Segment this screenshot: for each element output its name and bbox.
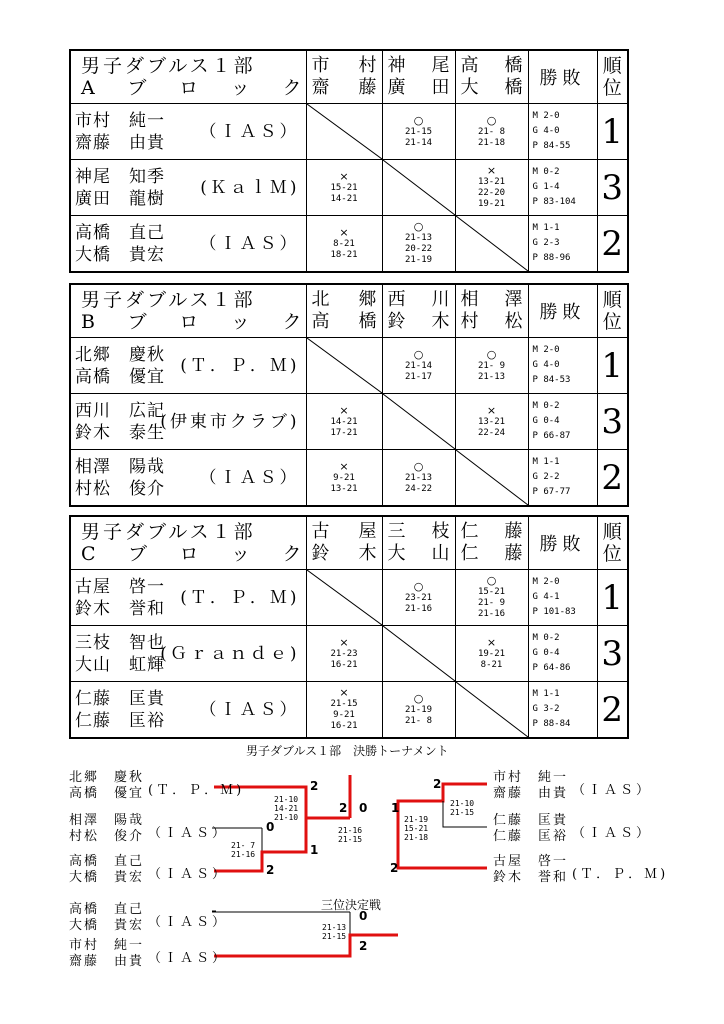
player-pair: 北郷 慶秋 高橋 優宜 (Ｔ．Ｐ．Ｍ): [70, 338, 306, 394]
game-score: 9-21: [333, 472, 355, 483]
game-score: 18-21: [330, 249, 358, 260]
diagonal-cell: [455, 216, 528, 273]
rank-cell: 2: [597, 216, 628, 273]
game-score: 22-20: [477, 188, 506, 198]
bracket-third-team: （ＩＡＳ）: [148, 951, 229, 966]
result-mark: ○: [486, 113, 497, 127]
game-score: 17-21: [330, 427, 358, 438]
rank-cell: 3: [597, 160, 628, 216]
block-title: 男子ダブルス１部 C ブ ロ ッ ク: [70, 516, 306, 570]
result-mark: ×: [486, 403, 497, 417]
player-row: [70, 160, 628, 216]
game-score: 21-14: [404, 137, 433, 148]
diagonal-cell: [382, 394, 455, 450]
team-name: （ＩＡＳ）: [199, 467, 300, 488]
game-score: 21- 8: [404, 715, 433, 726]
rank-cell: 2: [597, 682, 628, 739]
bracket-third-team: （ＩＡＳ）: [148, 915, 229, 930]
match-result-cell: [382, 338, 455, 394]
game-score: 21-13: [477, 371, 506, 382]
result-mark: ×: [486, 635, 497, 649]
rank-cell: 2: [597, 450, 628, 507]
game-score: 13-21: [477, 177, 506, 187]
diagonal-cell: [306, 104, 382, 160]
block-b-table: [69, 283, 627, 507]
block-title-char: ロ: [179, 311, 199, 333]
player-row: [70, 450, 628, 507]
opponent-header: 三 枝 大 山: [382, 516, 455, 570]
bracket-left-team: (Ｔ．Ｐ．Ｍ): [148, 783, 245, 798]
match-result-cell: [382, 570, 455, 626]
diagonal-cell: [306, 570, 382, 626]
result-mark: ×: [339, 169, 349, 183]
diagonal-cell: [306, 338, 382, 394]
match-result-cell: [382, 682, 455, 739]
block-title: 男子ダブルス１部 A ブ ロ ッ ク: [70, 50, 306, 104]
match-result-cell: [382, 104, 455, 160]
mark-final-left: 2: [339, 801, 348, 815]
block-title-char: A: [81, 77, 95, 99]
match-result-cell: [455, 570, 528, 626]
team-name: （ＩＡＳ）: [199, 699, 300, 720]
match-result-cell: [382, 216, 455, 273]
diagonal-cell: [455, 682, 528, 739]
player-pair: 仁藤 匡貴 仁藤 匡裕 （ＩＡＳ）: [70, 682, 306, 739]
player-row: [70, 626, 628, 682]
mark-left-top: 2: [310, 779, 319, 793]
block-title-char: ク: [282, 77, 302, 99]
mark-left-q-top: 0: [266, 820, 275, 834]
opponent-header: 神 尾 廣 田: [382, 50, 455, 104]
team-name: （ＩＡＳ）: [199, 121, 300, 142]
opponent-header: 仁 藤 仁 藤: [455, 516, 528, 570]
match-result-cell: [306, 394, 382, 450]
diagonal-cell: [455, 450, 528, 507]
game-score: 19-21: [477, 199, 506, 209]
block-a-table: [69, 49, 627, 273]
opponent-header: 西 川 鈴 木: [382, 284, 455, 338]
player-row: [70, 394, 628, 450]
final-tournament-bracket: [0, 735, 724, 1024]
player-row: [70, 216, 628, 273]
match-result-cell: [455, 394, 528, 450]
game-score: 24-22: [404, 483, 433, 494]
block-c-table: [69, 515, 627, 739]
team-name: (Ｔ．Ｐ．Ｍ): [180, 355, 300, 376]
block-title-char: ッ: [230, 77, 250, 99]
rank-cell: 1: [597, 338, 628, 394]
team-name: (ＫａｌＭ): [200, 177, 300, 198]
game-score: 20-22: [404, 244, 433, 254]
block-title-char: ッ: [230, 543, 250, 565]
game-score: 22-24: [477, 427, 506, 438]
block-title-char: ブ: [127, 77, 147, 99]
block-title-char: C: [81, 543, 96, 565]
result-mark: ×: [339, 459, 349, 473]
game-score: 21-14: [404, 360, 433, 371]
rank-cell: 1: [597, 104, 628, 160]
bracket-right-team: （ＩＡＳ）: [572, 783, 653, 798]
result-mark: ○: [413, 347, 424, 361]
game-score: 19-21: [477, 648, 506, 659]
result-mark: ×: [339, 635, 349, 649]
team-name: (伊東市クラブ): [160, 411, 300, 432]
win-loss-cell: M 2-0 G 4-0 P 84-53: [528, 338, 597, 394]
win-loss-cell: M 0-2 G 0-4 P 66-87: [528, 394, 597, 450]
result-mark: ×: [339, 225, 349, 239]
player-pair: 神尾 知季 廣田 龍樹 (ＫａｌＭ): [70, 160, 306, 216]
bracket-left-pair: 北郷 慶秋 高橋 優宜: [69, 770, 145, 801]
result-mark: ×: [486, 164, 497, 177]
player-pair: 古屋 啓一 鈴木 誉和 (Ｔ．Ｐ．Ｍ): [70, 570, 306, 626]
game-score: 14-21: [330, 416, 358, 427]
block-title-char: ッ: [230, 311, 250, 333]
game-score: 15-21: [477, 587, 506, 597]
game-score: 21-23: [330, 648, 358, 659]
match-result-cell: [455, 338, 528, 394]
diagonal-cell: [382, 160, 455, 216]
score-left-quarter: 21- 7 21-16: [231, 841, 256, 859]
block-title-char: ク: [282, 543, 302, 565]
mark-left-semi-bot: 1: [310, 843, 319, 857]
opponent-header: 北 郷 高 橋: [306, 284, 382, 338]
game-score: 21-16: [477, 609, 506, 619]
match-result-cell: [382, 450, 455, 507]
match-result-cell: [455, 160, 528, 216]
game-score: 21-17: [404, 371, 433, 382]
game-score: 8-21: [333, 238, 355, 249]
score-right-semi: 21-10 21-15: [450, 799, 475, 817]
win-loss-header: 勝敗: [528, 516, 597, 570]
player-row: [70, 570, 628, 626]
opponent-header: 高 橋 大 橋: [455, 50, 528, 104]
win-loss-cell: M 2-0 G 4-0 P 84-55: [528, 104, 597, 160]
mark-right-bot: 2: [390, 861, 399, 875]
game-score: 14-21: [330, 193, 358, 204]
player-row: [70, 338, 628, 394]
game-score: 23-21: [404, 592, 433, 603]
game-score: 21- 9: [477, 360, 506, 371]
result-mark: ○: [413, 113, 424, 127]
result-mark: ○: [486, 347, 497, 361]
mark-third-bot: 2: [359, 939, 368, 953]
match-result-cell: [306, 682, 382, 739]
mark-left-q-bot: 2: [266, 863, 275, 877]
bracket-title: 男子ダブルス１部 決勝トーナメント: [246, 744, 449, 758]
win-loss-cell: M 2-0 G 4-1 P 101-83: [528, 570, 597, 626]
mark-final-mid: 0: [359, 801, 368, 815]
player-pair: 市村 純一 齋藤 由貴 （ＩＡＳ）: [70, 104, 306, 160]
result-mark: ×: [339, 403, 349, 417]
game-score: 21-16: [404, 603, 433, 614]
team-name: （ＩＡＳ）: [199, 233, 300, 254]
score-right-final: 21-19 15-21 21-18: [404, 815, 429, 842]
game-score: 21-18: [477, 137, 506, 148]
diagonal-cell: [382, 626, 455, 682]
opponent-header: 相 澤 村 松: [455, 284, 528, 338]
bracket-right-pair: 市村 純一 齋藤 由貴: [493, 770, 569, 801]
game-score: 21-13: [404, 233, 433, 243]
game-score: 15-21: [330, 182, 358, 193]
player-row: [70, 682, 628, 739]
block-title-char: ブ: [127, 311, 147, 333]
game-score: 21-15: [330, 699, 358, 709]
bracket-left-team: （ＩＡＳ）: [148, 826, 229, 841]
win-loss-header: 勝敗: [528, 50, 597, 104]
block-title-char: ク: [282, 311, 302, 333]
game-score: 16-21: [330, 659, 358, 670]
bracket-right-pair: 仁藤 匡貴 仁藤 匡裕: [493, 813, 569, 844]
rank-header: 順 位: [597, 284, 628, 338]
block-title-char: ブ: [128, 543, 148, 565]
player-pair: 相澤 陽哉 村松 俊介 （ＩＡＳ）: [70, 450, 306, 507]
game-score: 13-21: [330, 483, 358, 494]
bracket-third-pair: 高橋 直己 大橋 貴宏: [69, 902, 145, 933]
rank-header: 順 位: [597, 516, 628, 570]
team-name: (Ｔ．Ｐ．Ｍ): [180, 587, 300, 608]
rank-cell: 3: [597, 394, 628, 450]
rank-cell: 3: [597, 626, 628, 682]
match-result-cell: [455, 104, 528, 160]
mark-third-top: 0: [359, 909, 368, 923]
win-loss-cell: M 0-2 G 0-4 P 64-86: [528, 626, 597, 682]
third-place-title: 三位決定戦: [321, 898, 382, 912]
team-name: (Ｇｒａｎｄｅ): [160, 643, 300, 664]
game-score: 21- 9: [477, 598, 506, 608]
game-score: 21-15: [404, 126, 433, 137]
score-third: 21-13 21-15: [322, 923, 347, 941]
block-title: 男子ダブルス１部 B ブ ロ ッ ク: [70, 284, 306, 338]
result-mark: ○: [486, 574, 497, 587]
result-mark: ○: [413, 220, 424, 233]
match-result-cell: [306, 216, 382, 273]
game-score: 21-19: [404, 255, 433, 265]
score-final: 21-16 21-15: [338, 826, 363, 844]
bracket-third-pair: 市村 純一 齋藤 由貴: [69, 938, 145, 969]
mark-right-top: 2: [433, 777, 442, 791]
game-score: 21-19: [404, 704, 433, 715]
game-score: 21- 8: [477, 126, 506, 137]
bracket-left-team: （ＩＡＳ）: [148, 867, 229, 882]
match-result-cell: [455, 626, 528, 682]
result-mark: ○: [413, 459, 424, 473]
win-loss-cell: M 1-1 G 2-2 P 67-77: [528, 450, 597, 507]
opponent-header: 古 屋 鈴 木: [306, 516, 382, 570]
rank-cell: 1: [597, 570, 628, 626]
result-mark: ×: [339, 686, 349, 699]
rank-header: 順 位: [597, 50, 628, 104]
player-pair: 高橋 直己 大橋 貴宏 （ＩＡＳ）: [70, 216, 306, 273]
win-loss-cell: M 1-1 G 2-3 P 88-96: [528, 216, 597, 273]
game-score: 13-21: [477, 416, 506, 427]
bracket-right-team: (Ｔ．Ｐ．Ｍ): [572, 867, 669, 882]
win-loss-cell: M 0-2 G 1-4 P 83-104: [528, 160, 597, 216]
player-row: [70, 104, 628, 160]
result-mark: ○: [413, 579, 424, 593]
bracket-left-pair: 高橋 直己 大橋 貴宏: [69, 854, 145, 885]
block-title-char: B: [81, 311, 95, 333]
match-result-cell: [306, 450, 382, 507]
opponent-header: 市 村 齋 藤: [306, 50, 382, 104]
game-score: 8-21: [480, 659, 503, 670]
win-loss-header: 勝敗: [528, 284, 597, 338]
game-score: 16-21: [330, 721, 358, 731]
player-pair: 三枝 智也 大山 虹輝 (Ｇｒａｎｄｅ): [70, 626, 306, 682]
win-loss-cell: M 1-1 G 3-2 P 88-84: [528, 682, 597, 739]
mark-final-right: 1: [391, 801, 400, 815]
block-title-char: ロ: [179, 543, 199, 565]
player-pair: 西川 広記 鈴木 泰生 (伊東市クラブ): [70, 394, 306, 450]
match-result-cell: [306, 626, 382, 682]
bracket-right-team: （ＩＡＳ）: [572, 826, 653, 841]
result-mark: ○: [413, 691, 424, 705]
score-left-semi: 21-10 14-21 21-10: [274, 795, 299, 822]
bracket-right-pair: 古屋 啓一 鈴木 誉和: [493, 854, 569, 885]
game-score: 9-21: [333, 710, 355, 720]
bracket-left-pair: 相澤 陽哉 村松 俊介: [69, 813, 145, 844]
match-result-cell: [306, 160, 382, 216]
game-score: 21-13: [404, 472, 433, 483]
block-title-char: ロ: [179, 77, 199, 99]
